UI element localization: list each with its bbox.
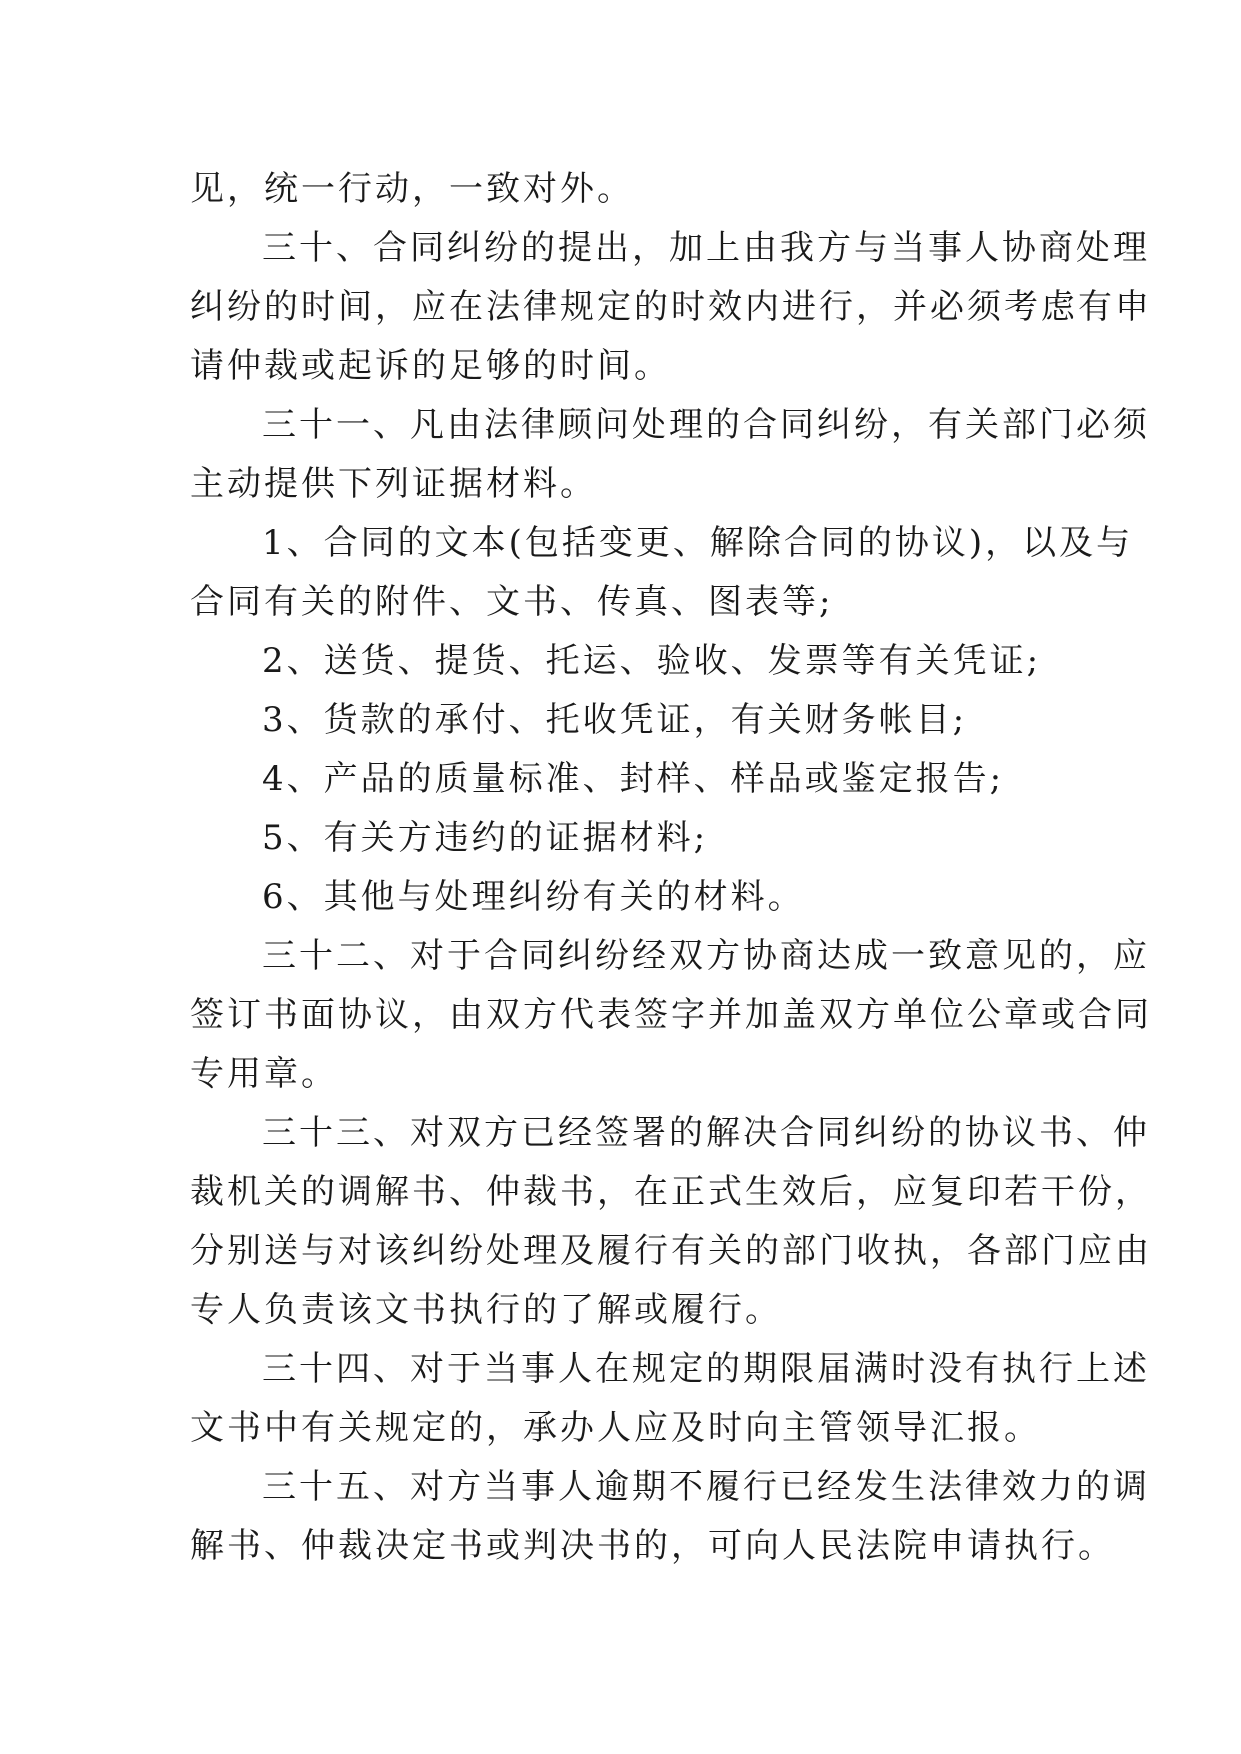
text-line: 2、送货、提货、托运、验收、发票等有关凭证; bbox=[262, 641, 1042, 681]
text-line: 见，统一行动，一致对外。 bbox=[190, 169, 634, 209]
document-body bbox=[190, 160, 1152, 1576]
text-line: 文书中有关规定的，承办人应及时向主管领导汇报。 bbox=[190, 1408, 1041, 1448]
text-line: 5、有关方违约的证据材料; bbox=[262, 818, 709, 858]
text-line: 4、产品的质量标准、封样、样品或鉴定报告; bbox=[262, 759, 1005, 799]
text-line: 三十五、对方当事人逾期不履行已经发生法律效力的调 bbox=[262, 1467, 1150, 1507]
text-line: 纠纷的时间，应在法律规定的时效内进行，并必须考虑有申 bbox=[190, 287, 1152, 327]
text-line: 签订书面协议，由双方代表签字并加盖双方单位公章或合同 bbox=[190, 995, 1152, 1035]
text-line: 3、货款的承付、托收凭证，有关财务帐目; bbox=[262, 700, 968, 740]
text-line: 裁机关的调解书、仲裁书，在正式生效后，应复印若干份， bbox=[190, 1172, 1152, 1212]
text-line: 专人负责该文书执行的了解或履行。 bbox=[190, 1290, 782, 1330]
text-line: 6、其他与处理纠纷有关的材料。 bbox=[262, 877, 805, 917]
text-line: 三十二、对于合同纠纷经双方协商达成一致意见的，应 bbox=[262, 936, 1150, 976]
text-line: 分别送与对该纠纷处理及履行有关的部门收执，各部门应由 bbox=[190, 1231, 1152, 1271]
text-line: 专用章。 bbox=[190, 1054, 338, 1094]
text-line: 合同有关的附件、文书、传真、图表等; bbox=[190, 582, 834, 622]
text-line: 1、合同的文本(包括变更、解除合同的协议)，以及与 bbox=[262, 523, 1134, 563]
text-line: 三十一、凡由法律顾问处理的合同纠纷，有关部门必须 bbox=[262, 405, 1150, 445]
text-line: 主动提供下列证据材料。 bbox=[190, 464, 597, 504]
text-line: 三十、合同纠纷的提出，加上由我方与当事人协商处理 bbox=[262, 228, 1150, 268]
text-line: 解书、仲裁决定书或判决书的，可向人民法院申请执行。 bbox=[190, 1526, 1115, 1566]
text-line: 请仲裁或起诉的足够的时间。 bbox=[190, 346, 671, 386]
text-line: 三十四、对于当事人在规定的期限届满时没有执行上述 bbox=[262, 1349, 1150, 1389]
text-line: 三十三、对双方已经签署的解决合同纠纷的协议书、仲 bbox=[262, 1113, 1150, 1153]
